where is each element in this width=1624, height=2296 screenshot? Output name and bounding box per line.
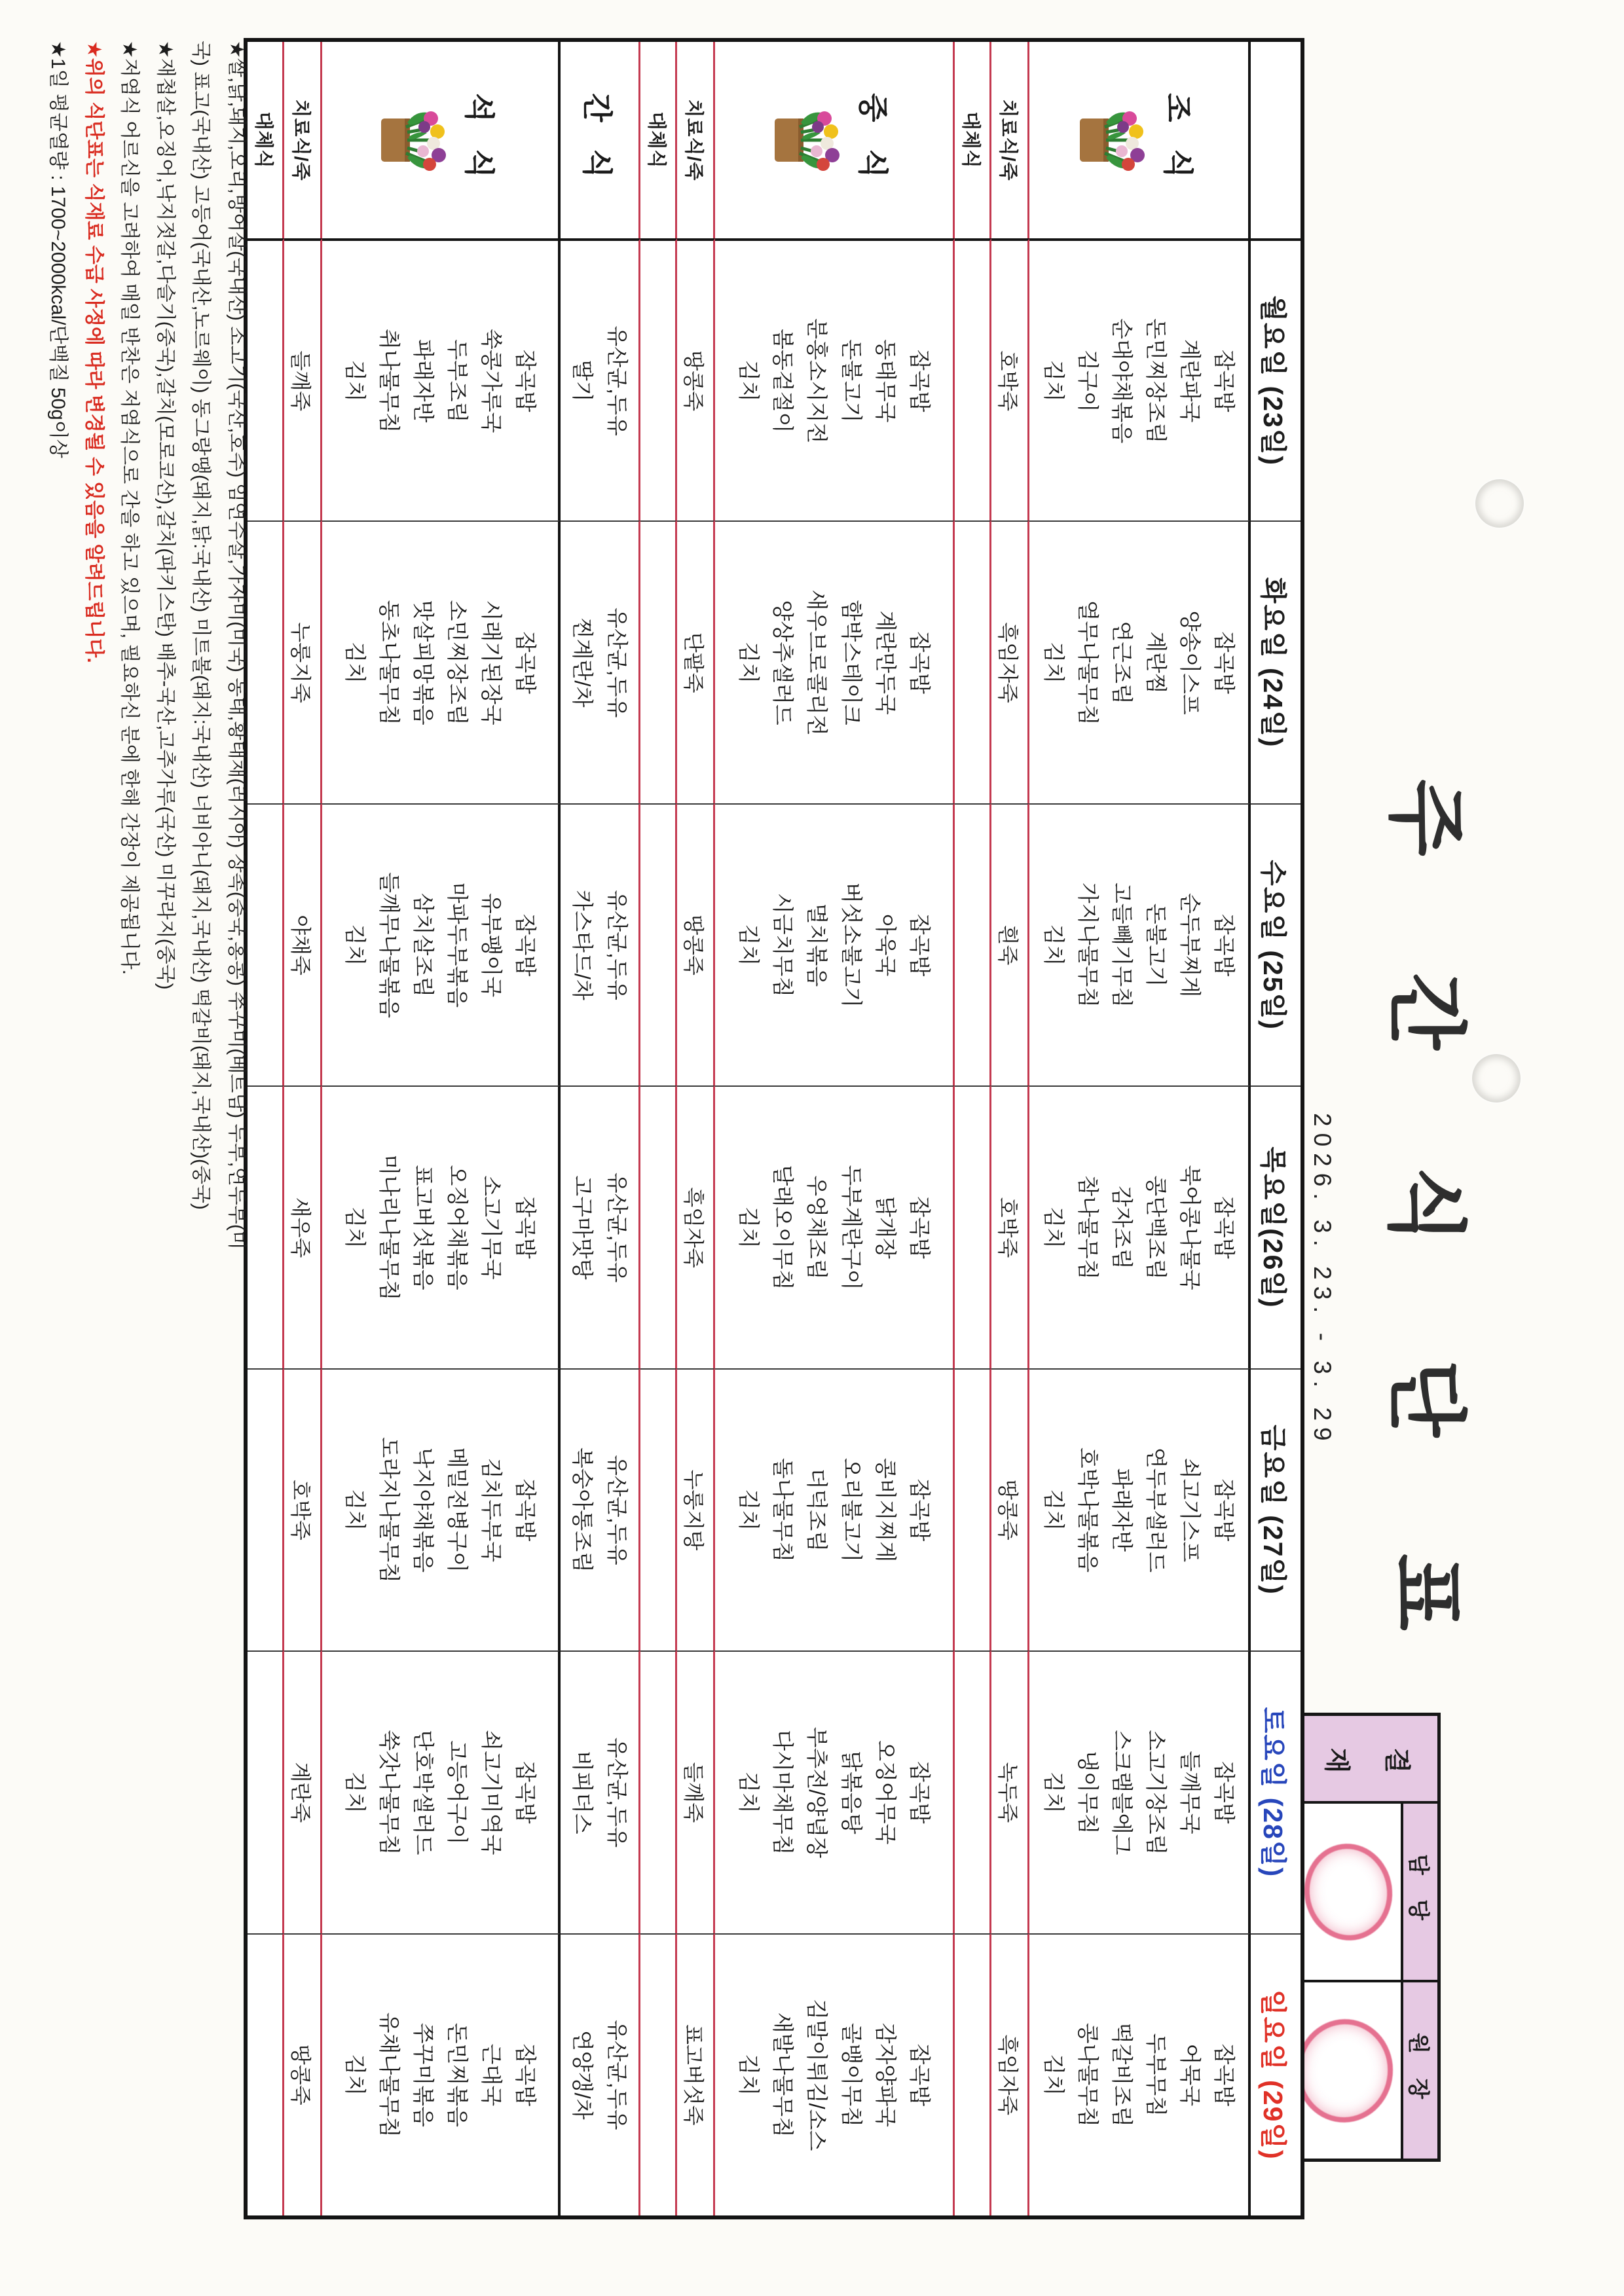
menu-item: 함박스테이크: [839, 600, 864, 725]
lunch_porridge-cell-화요일 (24일): [677, 520, 715, 803]
footnote-line-3: ★재첩살,오징어,낙지젓갈,다슬기(중국),갈치(모로코산),갈치(파키스탄) 배추-국산,고추가루(국산) 미꾸라지(중국): [154, 41, 176, 990]
manager-stamp-icon: [1299, 1838, 1399, 1946]
menu-item: 단호박샐러드: [411, 1730, 435, 1855]
row-label-text: 치료식/죽: [290, 99, 311, 181]
menu-item: 소고기무국: [479, 1175, 504, 1280]
menu-item: 계란만두국: [873, 610, 898, 715]
breakfast_substitute-cell-금요일 (27일): [955, 1368, 991, 1650]
menu-item: 시래기된장국: [479, 600, 504, 725]
menu-item: 잡곡밥: [1212, 2043, 1237, 2107]
menu-item: 녹두죽: [996, 1762, 1020, 1823]
breakfast_substitute-cell-화요일 (24일): [955, 520, 991, 803]
footnote-line-1: ★쌀,닭,돼지,오리,방어살(국내산) 소고기(국산,호주) 임연수살,가자미(미국) 동태,황태채(러시아) 장족(중국,홍콩) 쭈꾸미(베트남) 두부,연두부(미: [226, 41, 248, 1250]
menu-item: 호박죽: [996, 350, 1020, 412]
row-label-text: 조 식: [1161, 93, 1195, 187]
row-label-dinner_porridge: [284, 42, 322, 238]
menu-item: 김구이: [1075, 349, 1100, 412]
menu-item: 김치: [737, 1771, 762, 1813]
menu-item: 쇠고기스프: [1178, 1457, 1203, 1563]
menu-item: 김치두부국: [479, 1457, 504, 1563]
menu-item: 유채나물무침: [377, 2012, 401, 2138]
menu-item: 쭈꾸미볶음: [411, 2022, 435, 2127]
lunch_porridge-cell-수요일 (25일): [677, 803, 715, 1085]
menu-item: 잡곡밥: [907, 631, 932, 694]
menu-item: 잡곡밥: [1212, 349, 1237, 412]
row-label-text: 대체식: [960, 111, 981, 169]
approval-stamp-area-director: [1297, 1982, 1401, 2159]
menu-item: 더덕조림: [805, 1468, 830, 1552]
menu-item: 김치: [1041, 924, 1066, 966]
menu-item: 김치: [342, 642, 367, 684]
menu-item: 김치: [737, 642, 762, 684]
menu-item: 유부팽이국: [479, 892, 504, 998]
menu-item: 달래오이무침: [771, 1165, 796, 1290]
menu-item: 고들빼기무침: [1110, 882, 1134, 1008]
row-label-dinner: [322, 42, 561, 238]
menu-item: 들깨죽: [289, 350, 313, 412]
dinner_porridge-cell-화요일 (24일): [284, 520, 322, 803]
lunch_substitute-cell-화요일 (24일): [640, 520, 677, 803]
snack-cell-화요일 (24일): [561, 520, 640, 803]
menu-item: 북어콩나물국: [1178, 1165, 1203, 1290]
lunch_porridge-cell-금요일 (27일): [677, 1368, 715, 1650]
approval-box: [1293, 1713, 1441, 2162]
menu-item: 잡곡밥: [513, 1478, 538, 1542]
weekly-menu-table: [244, 38, 1304, 2219]
menu-item: 두부무침: [1144, 2033, 1169, 2117]
menu-item: 땅콩죽: [289, 2044, 313, 2105]
menu-item: 땅콩죽: [682, 915, 706, 975]
menu-item: 두부조림: [445, 338, 470, 423]
menu-item: 카스타드/차: [570, 890, 595, 1000]
menu-item: 분홍소시지전: [805, 318, 830, 444]
menu-item: 김치: [737, 1489, 762, 1531]
menu-item: 야채죽: [289, 915, 313, 975]
menu-item: 유산균,두유: [604, 1455, 629, 1565]
dinner_porridge-cell-일요일 (29일): [284, 1933, 322, 2215]
menu-item: 김치: [1041, 1489, 1066, 1531]
day-header-label: 수요일 (25일): [1258, 860, 1289, 1030]
menu-item: 돈불고기: [1144, 903, 1169, 987]
day-header-label: 일요일 (29일): [1258, 1989, 1289, 2160]
menu-item: 잡곡밥: [513, 2043, 538, 2107]
corner-cell: [1251, 42, 1301, 238]
menu-item: 오징어무국: [873, 1740, 898, 1845]
menu-item: 감자조림: [1110, 1186, 1134, 1269]
menu-item: 유산균,두유: [604, 607, 629, 718]
dinner_porridge-cell-토요일 (28일): [284, 1650, 322, 1933]
row-label-breakfast: [1029, 42, 1251, 238]
menu-item: 표고버섯볶음: [411, 1165, 435, 1290]
menu-item: 잡곡밥: [513, 1196, 538, 1259]
row-label-text: 간 식: [580, 93, 615, 187]
menu-item: 계란죽: [289, 1762, 313, 1823]
approval-col-manager: [1297, 1804, 1437, 1980]
menu-item: 흑임자죽: [682, 1187, 706, 1268]
menu-item: 메밀전병구이: [445, 1447, 470, 1573]
dinner-cell-월요일 (23일): [322, 238, 561, 520]
menu-item: 낙지야채볶음: [411, 1447, 435, 1573]
menu-item: 멸치볶음: [805, 903, 830, 987]
header-cell-금요일 (27일): [1251, 1368, 1301, 1650]
dinner-cell-목요일(26일): [322, 1085, 561, 1368]
menu-item: 딸기: [570, 359, 595, 402]
menu-item: 양송이스프: [1178, 610, 1203, 715]
menu-item: 새발나물무침: [771, 2012, 796, 2138]
menu-item: 냉이무침: [1075, 1751, 1100, 1834]
dinner-cell-수요일 (25일): [322, 803, 561, 1085]
menu-item: 들깨무나물볶음: [377, 871, 401, 1019]
snack-cell-토요일 (28일): [561, 1650, 640, 1933]
menu-item: 쇠고기미역국: [479, 1730, 504, 1855]
menu-item: 다시마채무침: [771, 1730, 796, 1855]
menu-item: 참나물무침: [1075, 1175, 1100, 1280]
breakfast_substitute-cell-일요일 (29일): [955, 1933, 991, 2215]
menu-item: 도라지나물무침: [377, 1436, 401, 1583]
row-label-lunch: [715, 42, 955, 238]
menu-item: 돈불고기: [839, 338, 864, 423]
menu-item: 콩비지찌게: [873, 1457, 898, 1563]
day-header-label: 월요일 (23일): [1258, 295, 1289, 467]
flower-basket-icon: [377, 91, 451, 189]
approval-stamp-area-manager: [1297, 1804, 1401, 1980]
row-label-text: 대체식: [253, 111, 274, 169]
menu-item: 잡곡밥: [1212, 1196, 1237, 1259]
breakfast_porridge-cell-토요일 (28일): [991, 1650, 1029, 1933]
breakfast-cell-금요일 (27일): [1029, 1368, 1251, 1650]
breakfast_substitute-cell-토요일 (28일): [955, 1650, 991, 1933]
menu-item: 스크램블에그: [1110, 1730, 1134, 1855]
menu-item: 순대야채볶음: [1110, 318, 1134, 444]
menu-item: 돌나물무침: [771, 1457, 796, 1563]
snack-cell-일요일 (29일): [561, 1933, 640, 2215]
menu-item: 호박나물볶음: [1075, 1447, 1100, 1573]
menu-item: 동태무국: [873, 338, 898, 423]
punch-hole-icon: [1475, 479, 1524, 528]
breakfast-cell-월요일 (23일): [1029, 238, 1251, 520]
lunch-cell-수요일 (25일): [715, 803, 955, 1085]
menu-item: 계란찜: [1144, 631, 1169, 694]
breakfast-cell-목요일(26일): [1029, 1085, 1251, 1368]
breakfast_porridge-cell-일요일 (29일): [991, 1933, 1029, 2215]
menu-item: 봄동겉절이: [771, 329, 796, 433]
flower-basket-icon: [771, 91, 845, 189]
lunch_substitute-cell-일요일 (29일): [640, 1933, 677, 2215]
row-label-lunch_porridge: [677, 42, 715, 238]
snack-cell-수요일 (25일): [561, 803, 640, 1085]
menu-item: 순두부찌게: [1178, 892, 1203, 998]
day-header-label: 토요일 (28일): [1258, 1707, 1289, 1878]
dinner-cell-화요일 (24일): [322, 520, 561, 803]
menu-item: 유산균,두유: [604, 325, 629, 436]
menu-item: 아욱국: [873, 913, 898, 977]
menu-item: 감자양파국: [873, 2022, 898, 2127]
row-label-text: 중 식: [856, 93, 891, 187]
breakfast-cell-토요일 (28일): [1029, 1650, 1251, 1933]
menu-item: 들깨무국: [1178, 1751, 1203, 1834]
menu-item: 호박죽: [996, 1197, 1020, 1258]
menu-item: 김치: [342, 1771, 367, 1813]
menu-item: 땅콩죽: [682, 350, 706, 412]
menu-item: 유산균,두유: [604, 2019, 629, 2130]
menu-item: 돈민찌볶음: [445, 2022, 470, 2127]
row-label-breakfast_porridge: [991, 42, 1029, 238]
dinner-cell-일요일 (29일): [322, 1933, 561, 2215]
menu-item: 누룽지죽: [289, 622, 313, 703]
menu-item: 잡곡밥: [907, 349, 932, 412]
breakfast_porridge-cell-월요일 (23일): [991, 238, 1029, 520]
menu-item: 동초나물무침: [377, 600, 401, 725]
menu-item: 고구마맛탕: [570, 1175, 595, 1280]
menu-item: 잡곡밥: [907, 2043, 932, 2107]
menu-item: 고등어구이: [445, 1740, 470, 1845]
menu-item: 찐계란/차: [570, 617, 595, 708]
approval-label: 결 재: [1297, 1716, 1437, 1804]
menu-item: 김치: [342, 1207, 367, 1248]
date-range: 2026. 3. 23. - 3. 29: [1309, 1113, 1336, 1448]
menu-item: 쑥갓나물무침: [377, 1730, 401, 1855]
lunch_porridge-cell-일요일 (29일): [677, 1933, 715, 2215]
flower-basket-icon: [1076, 91, 1149, 189]
breakfast_porridge-cell-금요일 (27일): [991, 1368, 1029, 1650]
menu-item: 취나물무침: [377, 329, 401, 433]
menu-item: 김치: [737, 359, 762, 402]
menu-item: 소고기장조림: [1144, 1730, 1169, 1855]
menu-item: 새우죽: [289, 1197, 313, 1258]
menu-item: 오징어채볶음: [445, 1165, 470, 1290]
lunch-cell-화요일 (24일): [715, 520, 955, 803]
menu-item: 유산균,두유: [604, 1737, 629, 1848]
menu-item: 복숭아통조림: [570, 1447, 595, 1573]
row-label-lunch_substitute: [640, 42, 677, 238]
menu-item: 김치: [342, 924, 367, 966]
menu-item: 잡곡밥: [513, 913, 538, 977]
breakfast_substitute-cell-목요일(26일): [955, 1085, 991, 1368]
menu-item: 잡곡밥: [1212, 631, 1237, 694]
lunch_porridge-cell-토요일 (28일): [677, 1650, 715, 1933]
menu-item: 미나리나물무침: [377, 1154, 401, 1301]
menu-item: 우엉채조림: [805, 1175, 830, 1280]
breakfast_substitute-cell-수요일 (25일): [955, 803, 991, 1085]
header-cell-일요일 (29일): [1251, 1933, 1301, 2215]
dinner_porridge-cell-목요일(26일): [284, 1085, 322, 1368]
lunch-cell-목요일(26일): [715, 1085, 955, 1368]
lunch_substitute-cell-수요일 (25일): [640, 803, 677, 1085]
approval-col-manager-label: 담 당: [1401, 1804, 1437, 1980]
menu-item: 유산균,두유: [604, 1172, 629, 1283]
footnote-line-5: ★위의 식단표는 식재료 수급 사정에 따라 변경될 수 있음을 알려드립니다.: [83, 41, 105, 663]
page-title: 주 간 식 단 표: [1381, 779, 1470, 1678]
menu-item: 근대국: [479, 2043, 504, 2107]
menu-item: 누룽지탕: [682, 1469, 706, 1551]
menu-item: 떡갈비조림: [1110, 2022, 1134, 2127]
menu-item: 들깨죽: [682, 1762, 706, 1823]
lunch_porridge-cell-월요일 (23일): [677, 238, 715, 520]
menu-item: 어묵국: [1178, 2043, 1203, 2107]
menu-item: 잡곡밥: [907, 1761, 932, 1824]
menu-item: 파래자반: [411, 338, 435, 423]
menu-item: 가지나물무침: [1075, 882, 1100, 1008]
snack-cell-금요일 (27일): [561, 1368, 640, 1650]
menu-item: 김치: [1041, 2054, 1066, 2096]
menu-item: 잡곡밥: [1212, 913, 1237, 977]
header-cell-화요일 (24일): [1251, 520, 1301, 803]
menu-item: 유산균,두유: [604, 890, 629, 1000]
menu-item: 호박죽: [289, 1480, 313, 1540]
menu-item: 땅콩죽: [996, 1480, 1020, 1540]
lunch_substitute-cell-금요일 (27일): [640, 1368, 677, 1650]
menu-item: 쑥콩가루국: [479, 329, 504, 433]
row-label-text: 치료식/죽: [683, 99, 704, 181]
menu-item: 닭볶음탕: [839, 1751, 864, 1834]
dinner-cell-금요일 (27일): [322, 1368, 561, 1650]
breakfast_porridge-cell-수요일 (25일): [991, 803, 1029, 1085]
menu-item: 양상추샐러드: [771, 600, 796, 725]
menu-item: 흑임자죽: [996, 2034, 1020, 2116]
snack-cell-목요일(26일): [561, 1085, 640, 1368]
row-label-breakfast_substitute: [955, 42, 991, 238]
breakfast_porridge-cell-목요일(26일): [991, 1085, 1029, 1368]
menu-item: 김치: [1041, 1771, 1066, 1813]
menu-item: 잡곡밥: [1212, 1761, 1237, 1824]
lunch_substitute-cell-월요일 (23일): [640, 238, 677, 520]
day-header-label: 목요일(26일): [1258, 1146, 1289, 1309]
footnotes-block: [39, 41, 254, 2267]
approval-col-director: [1297, 1980, 1437, 2159]
day-header-label: 금요일 (27일): [1258, 1425, 1289, 1595]
header-cell-수요일 (25일): [1251, 803, 1301, 1085]
row-label-text: 석 식: [462, 93, 496, 187]
menu-item: 골뱅이무침: [839, 2022, 864, 2127]
menu-item: 오리불고기: [839, 1457, 864, 1563]
lunch-cell-일요일 (29일): [715, 1933, 955, 2215]
approval-col-director-label: 원 장: [1401, 1982, 1437, 2159]
menu-item: 김치: [1041, 1207, 1066, 1248]
menu-item: 비피더스: [570, 1751, 595, 1834]
dinner_porridge-cell-금요일 (27일): [284, 1368, 322, 1650]
menu-item: 연두부샐러드: [1144, 1447, 1169, 1573]
lunch_porridge-cell-목요일(26일): [677, 1085, 715, 1368]
dinner_porridge-cell-월요일 (23일): [284, 238, 322, 520]
menu-item: 흑임자죽: [996, 622, 1020, 703]
menu-item: 맛살피망볶음: [411, 600, 435, 725]
menu-item: 표고버섯죽: [682, 2024, 706, 2126]
row-label-text: 치료식/죽: [997, 99, 1018, 181]
footnote-line-4: ★저염식 어르신을 고려하여 매일 반찬은 저염식으로 간을 하고 있으며, 필요하신 분에 한해 간장이 제공됩니다.: [119, 41, 141, 975]
menu-item: 버섯소불고기: [839, 882, 864, 1008]
menu-item: 단팥죽: [682, 632, 706, 693]
menu-item: 새우브로콜리전: [805, 589, 830, 736]
menu-item: 파래자반: [1110, 1468, 1134, 1552]
director-stamp-icon: [1292, 2014, 1397, 2126]
menu-item: 잡곡밥: [513, 1761, 538, 1824]
menu-item: 김치: [342, 359, 367, 402]
menu-item: 김말이튀김/소스: [805, 1999, 830, 2151]
menu-item: 잡곡밥: [513, 349, 538, 412]
dinner-cell-토요일 (28일): [322, 1650, 561, 1933]
menu-item: 김치: [1041, 359, 1066, 402]
menu-item: 콩단백조림: [1144, 1175, 1169, 1280]
menu-item: 연양갱/차: [570, 2030, 595, 2120]
breakfast_substitute-cell-월요일 (23일): [955, 238, 991, 520]
footnote-line-6: ★1일 평균열량 : 1700~2000kcal/단백질 50g이상: [47, 41, 69, 458]
menu-item: 소민찌장조림: [445, 600, 470, 725]
row-label-text: 대체식: [646, 111, 667, 169]
menu-item: 김치: [737, 1207, 762, 1248]
breakfast_porridge-cell-화요일 (24일): [991, 520, 1029, 803]
menu-item: 김치: [342, 2054, 367, 2096]
menu-item: 잡곡밥: [1212, 1478, 1237, 1542]
menu-item: 두부계란구이: [839, 1165, 864, 1290]
lunch_substitute-cell-토요일 (28일): [640, 1650, 677, 1933]
menu-item: 흰죽: [996, 924, 1020, 966]
menu-item: 김치: [342, 1489, 367, 1531]
menu-item: 열무나물무침: [1075, 600, 1100, 725]
header-cell-토요일 (28일): [1251, 1650, 1301, 1933]
header-cell-월요일 (23일): [1251, 238, 1301, 520]
breakfast-cell-일요일 (29일): [1029, 1933, 1251, 2215]
menu-item: 김치: [737, 2054, 762, 2096]
menu-item: 마파두부볶음: [445, 882, 470, 1008]
menu-item: 삼치살조림: [411, 892, 435, 998]
lunch-cell-토요일 (28일): [715, 1650, 955, 1933]
menu-item: 김치: [1041, 642, 1066, 684]
menu-item: 시금치무침: [771, 892, 796, 998]
snack-cell-월요일 (23일): [561, 238, 640, 520]
row-label-snack: [561, 42, 640, 238]
menu-item: 잡곡밥: [907, 913, 932, 977]
day-header-label: 화요일 (24일): [1258, 577, 1289, 748]
menu-item: 닭개장: [873, 1196, 898, 1259]
footnote-line-2: 국) 표고(국내산) 고등어(국내산,노르웨이) 동그랑땡(돼지,닭:국내산) 미트볼(돼지:국내산) 너비아니(돼지,국내산) 떡갈비(돼지,국내산)(중국): [190, 41, 212, 1210]
breakfast-cell-수요일 (25일): [1029, 803, 1251, 1085]
lunch-cell-금요일 (27일): [715, 1368, 955, 1650]
menu-item: 부추전/양념장: [805, 1726, 830, 1859]
dinner_porridge-cell-수요일 (25일): [284, 803, 322, 1085]
menu-item: 잡곡밥: [907, 1196, 932, 1259]
menu-item: 잡곡밥: [907, 1478, 932, 1542]
menu-item: 계란파국: [1178, 338, 1203, 423]
menu-item: 연근조림: [1110, 621, 1134, 704]
menu-item: 잡곡밥: [513, 631, 538, 694]
lunch_substitute-cell-목요일(26일): [640, 1085, 677, 1368]
menu-item: 돈민찌장조림: [1144, 318, 1169, 444]
menu-item: 콩나물무침: [1075, 2022, 1100, 2127]
breakfast-cell-화요일 (24일): [1029, 520, 1251, 803]
lunch-cell-월요일 (23일): [715, 238, 955, 520]
punch-hole-icon: [1472, 1054, 1521, 1102]
menu-item: 김치: [737, 924, 762, 966]
header-cell-목요일(26일): [1251, 1085, 1301, 1368]
